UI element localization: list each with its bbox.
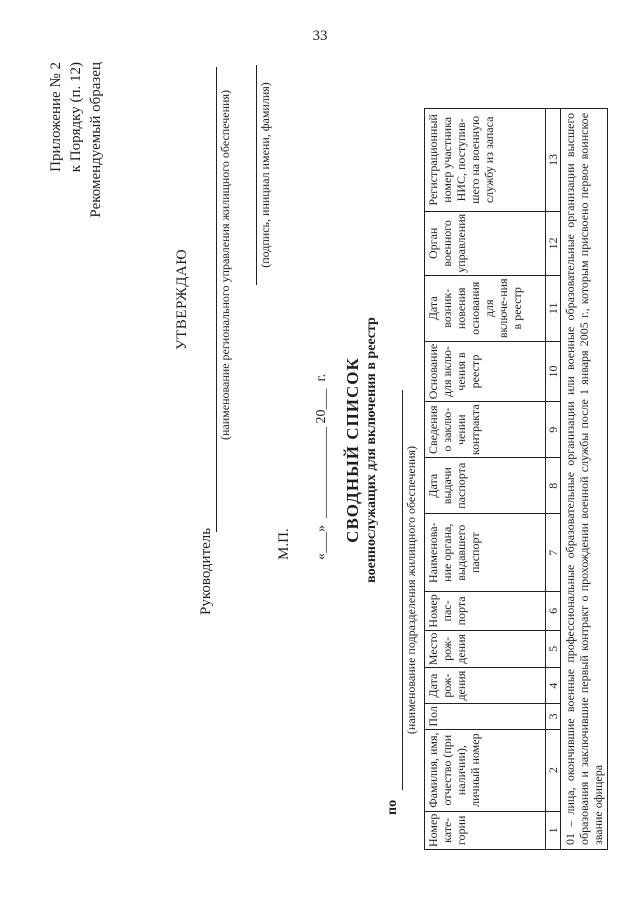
table-number-row: [546, 108, 561, 849]
date-line: «___» _____________ 20___ г.: [314, 373, 329, 560]
column-header: Номер пас-порта: [425, 592, 546, 630]
column-number: 5: [546, 630, 561, 668]
table-header-row: [425, 108, 546, 849]
column-number: 8: [546, 458, 561, 514]
column-number: 4: [546, 668, 561, 704]
column-number: 3: [546, 704, 561, 730]
approval-title: УТВЕРЖДАЮ: [174, 248, 190, 350]
column-header: Фамилия, имя, отчество (при наличии), личный номер: [425, 729, 546, 811]
table-footnote-row: [561, 108, 608, 849]
column-number: 2: [546, 729, 561, 811]
page-number: 33: [312, 28, 328, 44]
column-header: Место рож-дения: [425, 630, 546, 668]
column-header: Сведения о заклю-чении контракта: [425, 402, 546, 458]
document-subtitle: военнослужащих для включения в реестр: [364, 317, 379, 583]
column-number: 10: [546, 341, 561, 401]
appendix-header: [46, 62, 86, 172]
signature-caption: (подпись, инициал имени, фамилия): [258, 82, 272, 268]
head-caption: (наименование регионального управления жилищного обеспечения): [218, 90, 232, 440]
column-number: 9: [546, 402, 561, 458]
column-header: Наименова-ние органа, выдавшего паспорт: [425, 514, 546, 592]
stamp-label: М.П.: [276, 528, 292, 560]
subdivision-line: [402, 390, 403, 790]
column-header: Регистрационный номер участника НИС, поступив-шего на военную службу из запаса: [425, 108, 546, 211]
signature-line: [256, 65, 257, 285]
column-header: Дата возник-новения основания для включе-ния в реестр: [425, 275, 546, 341]
column-header: Основание для вклю-чения в реестр: [425, 341, 546, 401]
column-header: Дата выдачи паспорта: [425, 458, 546, 514]
column-number: 11: [546, 275, 561, 341]
registry-table: [424, 108, 608, 850]
document-title: СВОДНЫЙ СПИСОК: [343, 357, 362, 543]
head-name-line: [216, 67, 217, 532]
column-header: Дата рож-дения: [425, 668, 546, 704]
column-number: 7: [546, 514, 561, 592]
subdivision-caption: (наименование подразделения жилищного обеспечения): [404, 445, 418, 735]
column-number: 13: [546, 108, 561, 211]
column-header: Пол: [425, 704, 546, 730]
column-header: Номер кате-гории: [425, 811, 546, 849]
sample-note: Рекомендуемый образец: [88, 62, 104, 218]
column-number: 1: [546, 811, 561, 849]
landscape-content: [38, 50, 605, 850]
column-number: 6: [546, 592, 561, 630]
head-label: Руководитель: [198, 527, 214, 615]
appendix-line-2: к Порядку (п. 12): [68, 62, 84, 173]
category-footnote: 01 – лица, окончившие военные профессиональные образовательные организации или военные образовательные организации высшего образования и заключившие первый контракт о прохождении военной службы после 1 января 2005 г., которым присвоено первое воинское звание офицера: [561, 108, 608, 849]
po-label: по: [385, 799, 400, 815]
column-number: 12: [546, 211, 561, 275]
appendix-line-1: Приложение № 2: [48, 62, 64, 172]
column-header: Орган военного управления: [425, 211, 546, 275]
